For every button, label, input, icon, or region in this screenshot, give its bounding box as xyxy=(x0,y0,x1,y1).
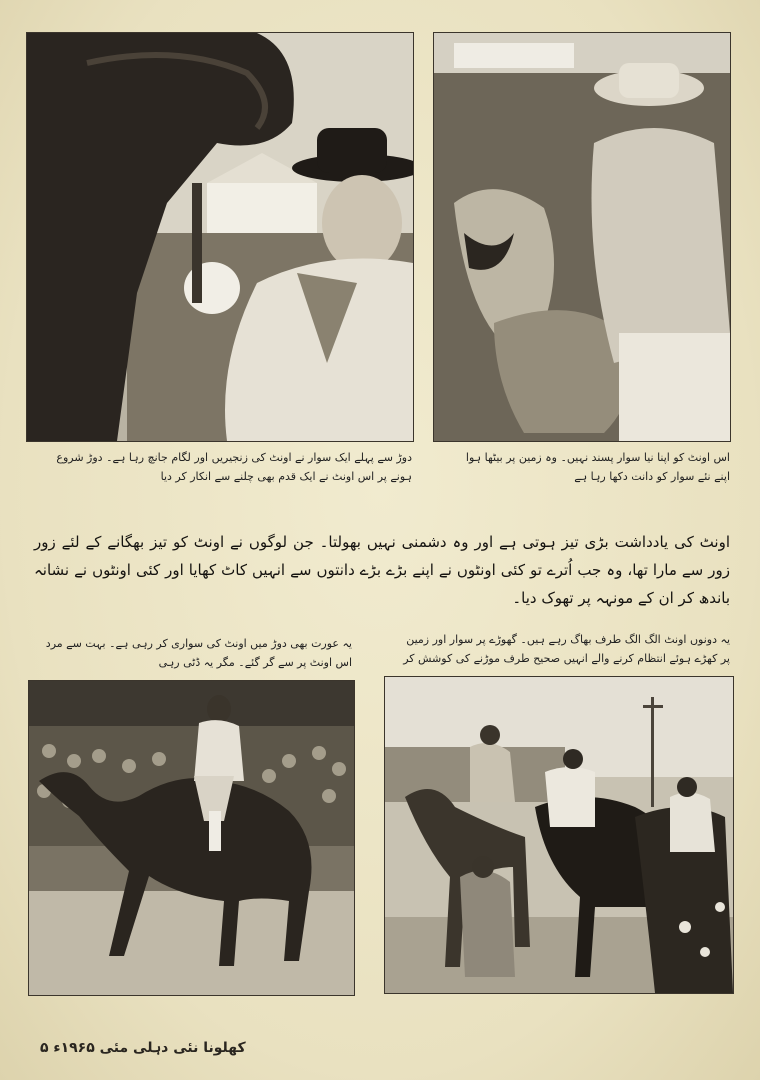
caption-photo-4: یہ دونوں اونٹ الگ الگ طرف بھاگ رہے ہیں۔ گھوڑے پر سوار اور زمین پر کھڑے ہوئے انتظام کرنے والے انہیں صحیح طرف موڑنے کی کوشش کر xyxy=(403,633,730,665)
photo-camel-showing-teeth xyxy=(433,32,731,442)
caption-photo-2: اس اونٹ کو اپنا نیا سوار پسند نہیں۔ وہ زمین پر بیٹھا ہوا اپنے نئے سوار کو دانت دکھا رہا ہے xyxy=(465,451,730,483)
photo-cowboy-with-camel xyxy=(26,32,414,442)
caption-photo-1: دوڑ سے پہلے ایک سوار نے اونٹ کی زنجیریں اور لگام جانچ رہا ہے۔ دوڑ شروع ہونے پر اس اونٹ نے ایک قدم بھی چلنے سے انکار کر دیا xyxy=(56,451,412,483)
caption-photo-3: یہ عورت بھی دوڑ میں اونٹ کی سواری کر رہی ہے۔ بہت سے مرد اس اونٹ پر سے گر گئے۔ مگر یہ ڈٹی رہی xyxy=(45,637,352,669)
page-footer: کھلونا نئی دہلی مئی ۱۹۶۵ء ۵ xyxy=(40,1040,246,1056)
photo-camels-running-apart xyxy=(384,676,734,994)
photo-woman-riding-camel xyxy=(28,680,355,996)
article-paragraph: اونٹ کی یادداشت بڑی تیز ہوتی ہے اور وہ دشمنی نہیں بھولتا۔ جن لوگوں نے اونٹ کو تیز بھگانے کے لئے زور زور سے مارا تھا، وہ جب اُترے تو کئی اونٹوں نے اپنے بڑے بڑے دانتوں سے انہیں کاٹ کھایا اور کئی اونٹوں نے نشانہ باندھ کر ان کے مونہہ پر تھوک دیا۔ xyxy=(34,533,730,607)
